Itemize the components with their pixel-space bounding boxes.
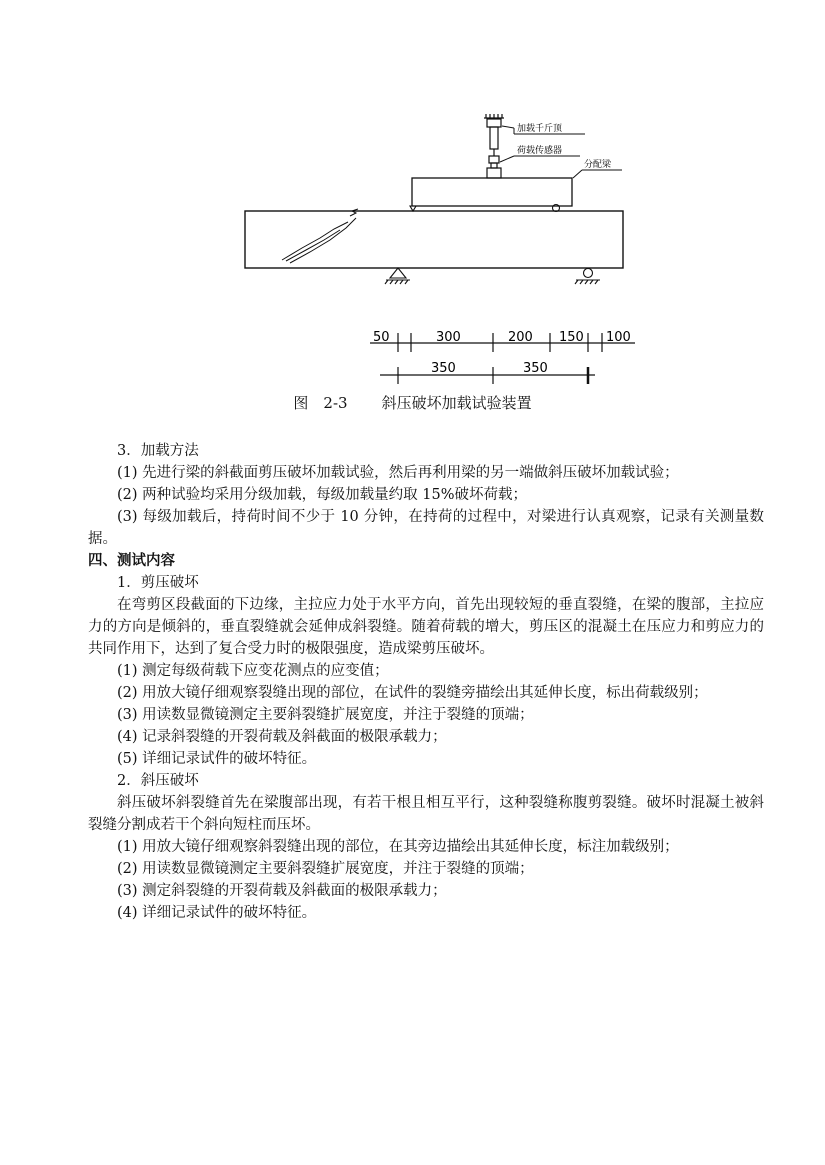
dim-150: 150	[559, 330, 584, 345]
shear-compression-item-4: (4) 记录斜裂缝的开裂荷载及斜截面的极限承载力；	[117, 729, 447, 745]
subsection-shear-compression-title: 1．剪压破坏	[117, 575, 199, 591]
dimension-line-bottom	[380, 367, 595, 384]
distribution-beam-label: 分配梁	[584, 160, 612, 170]
subsection-diagonal-compression-title: 2．斜压破坏	[117, 773, 199, 789]
dim-50: 50	[373, 330, 390, 345]
sensor-label: 荷载传感器	[517, 146, 563, 156]
test-setup-figure	[230, 112, 650, 387]
section-3-item-3: (3) 每级加载后，持荷时间不少于 10 分钟，在持荷的过程中，对梁进行认真观察，记录有关测量数据。	[88, 509, 764, 547]
jack-label: 加载千斤顶	[517, 124, 563, 134]
diagonal-compression-item-2: (2) 用读数显微镜测定主要斜裂缝扩展宽度，并注于裂缝的顶端；	[117, 861, 534, 877]
figure-caption	[0, 392, 825, 413]
distribution-beam	[412, 178, 572, 206]
dim-350-right: 350	[523, 361, 548, 376]
beam-diagram	[230, 112, 650, 387]
figure-title: 斜压破坏加载试验装置	[381, 394, 532, 412]
left-pin-support	[385, 268, 410, 284]
section-4-heading: 四、测试内容	[88, 553, 175, 569]
figure-number: 图 2-3	[293, 394, 348, 412]
shear-compression-item-1: (1) 测定每级荷载下应变花测点的应变值；	[117, 663, 389, 679]
dimension-line-top	[370, 333, 635, 352]
shear-compression-item-3: (3) 用读数显微镜测定主要斜裂缝扩展宽度，并注于裂缝的顶端；	[117, 707, 534, 723]
left-load-point	[410, 206, 416, 211]
section-3-item-1: (1) 先进行梁的斜截面剪压破坏加载试验，然后再利用梁的另一端做斜压破坏加载试验；	[117, 465, 679, 481]
shear-compression-paragraph: 在弯剪区段截面的下边缘，主拉应力处于水平方向，首先出现较短的垂直裂缝，在梁的腹部，主拉应力的方向是倾斜的，垂直裂缝就会延伸成斜裂缝。随着荷载的增大，剪压区的混凝土在压应力和剪应力的共同作用下，达到了复合受力时的极限强度，造成梁剪压破坏。	[88, 597, 764, 657]
diagonal-compression-item-3: (3) 测定斜裂缝的开裂荷载及斜截面的极限承载力；	[117, 883, 447, 899]
load-sensor	[487, 156, 501, 178]
section-3-title: 3．加载方法	[117, 443, 199, 459]
shear-compression-item-5: (5) 详细记录试件的破坏特征。	[117, 751, 317, 767]
right-roller-support	[575, 269, 600, 285]
loading-jack	[484, 114, 504, 156]
diagonal-cracks	[282, 209, 358, 263]
dim-200: 200	[508, 330, 533, 345]
document-body	[88, 440, 764, 924]
diagonal-compression-paragraph: 斜压破坏斜裂缝首先在梁腹部出现，有若干根且相互平行，这种裂缝称腹剪裂缝。破坏时混凝土被斜裂缝分割成若干个斜向短柱而压坏。	[88, 795, 764, 833]
dim-350-left: 350	[431, 361, 456, 376]
diagonal-compression-item-4: (4) 详细记录试件的破坏特征。	[117, 905, 317, 921]
dim-300: 300	[436, 330, 461, 345]
shear-compression-item-2: (2) 用放大镜仔细观察裂缝出现的部位，在试件的裂缝旁描绘出其延伸长度，标出荷载级别；	[117, 685, 708, 701]
dim-100: 100	[606, 330, 631, 345]
test-beam	[245, 211, 623, 268]
section-3-item-2: (2) 两种试验均采用分级加载，每级加载量约取 15%破坏荷载；	[117, 487, 527, 503]
diagonal-compression-item-1: (1) 用放大镜仔细观察斜裂缝出现的部位，在其旁边描绘出其延伸长度，标注加载级别；	[117, 839, 679, 855]
